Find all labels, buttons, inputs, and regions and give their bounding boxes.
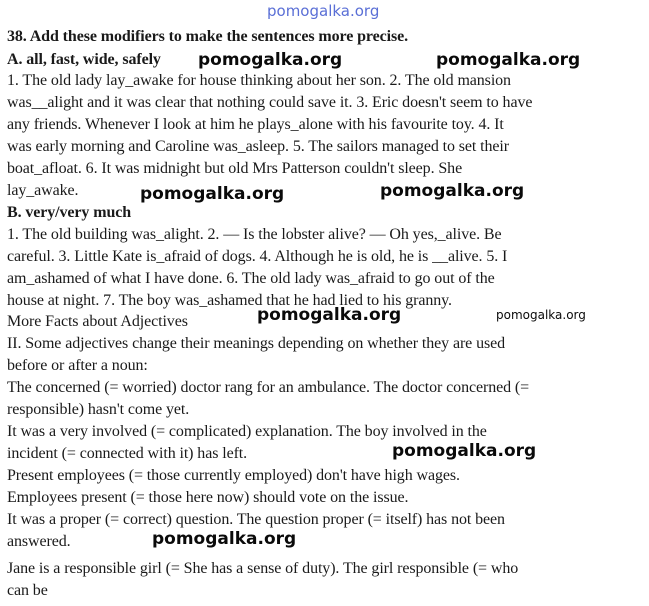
section-a-heading: A. all, fast, wide, safely xyxy=(7,51,161,68)
section-b-line-2: careful. 3. Little Kate is_afraid of dogs. 4. Although he is old, he is __alive. 5. I xyxy=(7,248,508,265)
section-a-line-2: was__alight and it was clear that nothing could save it. 3. Eric doesn't seem to have xyxy=(7,94,533,111)
section-b-line-1: 1. The old building was_alight. 2. — Is the lobster alive? — Oh yes,_alive. Be xyxy=(7,226,502,243)
watermark-b2: pomogalka.org xyxy=(496,308,586,322)
section-b-line-3: am_ashamed of what I have done. 6. The old lady was_afraid to go out of the xyxy=(7,270,495,287)
facts-line-1: II. Some adjectives change their meanings depending on whether they are used xyxy=(7,335,506,352)
section-a-line-6: lay_awake. xyxy=(7,182,79,199)
facts-line-11: Jane is a responsible girl (= She has a sense of duty). The girl responsible (= who xyxy=(7,560,519,577)
section-b-heading: B. very/very much xyxy=(7,204,132,221)
section-a-line-5: boat_afloat. 6. It was midnight but old Mrs Patterson couldn't sleep. She xyxy=(7,160,463,177)
facts-line-3: The concerned (= worried) doctor rang for an ambulance. The doctor concerned (= xyxy=(7,379,530,396)
section-a-line-1: 1. The old lady lay_awake for house thinking about her son. 2. The old mansion xyxy=(7,72,511,89)
watermark-c2: pomogalka.org xyxy=(152,529,297,549)
section-a-line-4: was early morning and Caroline was_asleep. 5. The sailors managed to set their xyxy=(7,138,509,155)
watermark-top: pomogalka.org xyxy=(267,2,380,20)
exercise-title: 38. Add these modifiers to make the sentences more precise. xyxy=(7,28,408,45)
watermark-a2: pomogalka.org xyxy=(436,50,581,70)
watermark-a3: pomogalka.org xyxy=(140,184,285,204)
facts-line-6: incident (= connected with it) has left. xyxy=(7,445,248,462)
watermark-c1: pomogalka.org xyxy=(392,441,537,461)
facts-line-10: answered. xyxy=(7,533,71,550)
facts-line-5: It was a very involved (= complicated) explanation. The boy involved in the xyxy=(7,423,487,440)
section-a-line-3: any friends. Whenever I look at him he plays_alone with his favourite toy. 4. It xyxy=(7,116,504,133)
facts-line-8: Employees present (= those here now) should vote on the issue. xyxy=(7,489,409,506)
facts-line-2: before or after a noun: xyxy=(7,357,148,374)
facts-line-9: It was a proper (= correct) question. The question proper (= itself) has not been xyxy=(7,511,505,528)
facts-heading: More Facts about Adjectives xyxy=(7,313,188,330)
watermark-b1: pomogalka.org xyxy=(257,305,402,325)
watermark-a1: pomogalka.org xyxy=(198,50,343,70)
section-b-line-4: house at night. 7. The boy was_ashamed that he had lied to his granny. xyxy=(7,292,452,309)
facts-line-12: can be xyxy=(7,582,48,599)
facts-line-7: Present employees (= those currently employed) don't have high wages. xyxy=(7,467,460,484)
watermark-a4: pomogalka.org xyxy=(380,181,525,201)
facts-line-4: responsible) hasn't come yet. xyxy=(7,401,190,418)
